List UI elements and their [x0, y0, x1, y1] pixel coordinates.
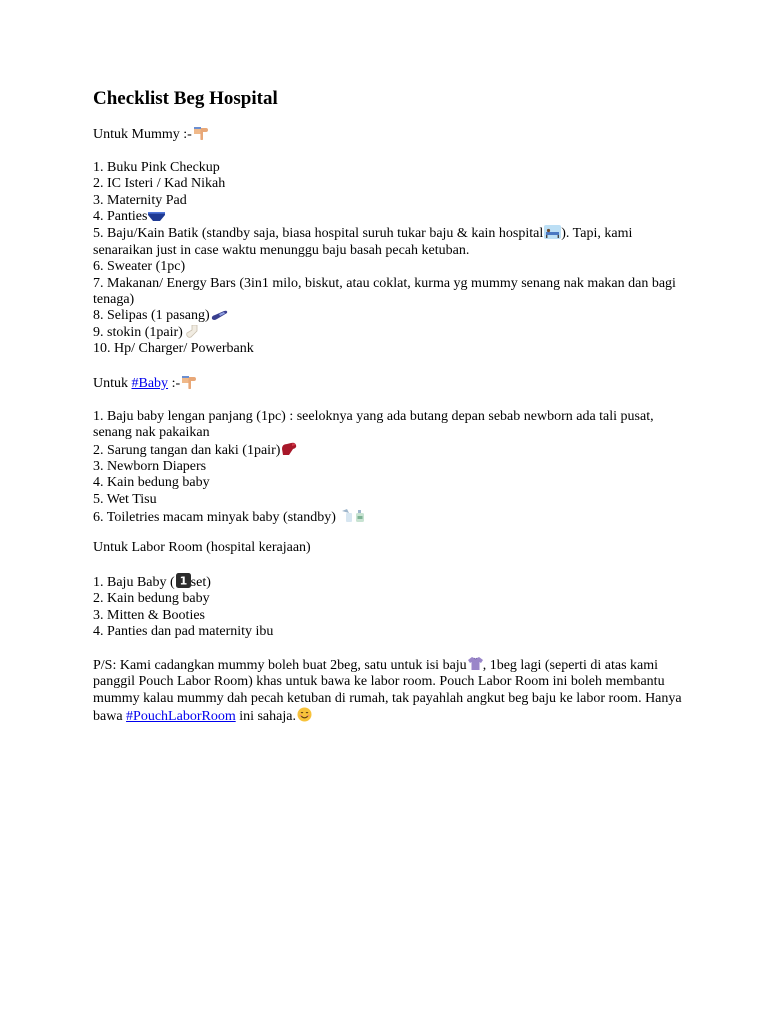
backhand-index-pointing-down-icon — [193, 125, 209, 140]
labor-item: 2. Kain bedung baby — [93, 591, 210, 607]
glove-icon — [281, 442, 297, 456]
mummy-item: 3. Maternity Pad — [93, 192, 187, 208]
baby-item: 2. Sarung tangan dan kaki (1pair) — [93, 442, 683, 459]
ps-paragraph: P/S: Kami cadangkan mummy boleh buat 2beg, satu untuk isi baju , 1beg lagi (seperti di atas kami panggil Pouch Labor Room) khas untuk bawa ke labor room. Pouch Labor Room ini boleh membantu mummy kalau mummy dah pecah ketuban di rumah, tak payahlah angkut beg baju ke labor room. Hanya bawa #PouchLaborRoom ini sahaja. — [93, 658, 682, 725]
mummy-heading: Untuk Mummy :- — [93, 125, 683, 143]
labor-item: 3. Mitten & Booties — [93, 607, 205, 623]
baby-heading: Untuk #Baby :- — [93, 374, 683, 392]
mummy-item: 2. IC Isteri / Kad Nikah — [93, 176, 226, 192]
lotion-bottle-icon — [340, 508, 368, 523]
smiling-face-icon — [297, 707, 312, 722]
baby-item: 4. Kain bedung baby — [93, 475, 210, 491]
mummy-item: 4. Panties — [93, 209, 683, 225]
page-title: Checklist Beg Hospital — [93, 88, 278, 109]
baby-item: 5. Wet Tisu — [93, 491, 157, 507]
slipper-icon — [211, 310, 228, 321]
mummy-section — [93, 125, 683, 358]
mummy-item: 9. stokin (1pair) — [93, 325, 683, 341]
shirt-icon — [468, 656, 483, 671]
labor-item: 4. Panties dan pad maternity ibu — [93, 624, 274, 640]
briefs-icon — [148, 211, 165, 222]
mummy-item: 1. Buku Pink Checkup — [93, 159, 220, 175]
baby-item: 1. Baju baby lengan panjang (1pc) : seeloknya yang ada butang depan sebab newborn ada tali pusat, senang nak pakaikan — [93, 408, 654, 441]
labor-room-heading: Untuk Labor Room (hospital kerajaan) — [93, 540, 311, 555]
baby-section — [93, 374, 683, 527]
keycap-one-icon — [176, 573, 191, 588]
mummy-item: 8. Selipas (1 pasang) — [93, 308, 683, 324]
mummy-item: 7. Makanan/ Energy Bars (3in1 milo, biskut, atau coklat, kurma yg mummy senang nak makan dan bagi tenaga) — [93, 275, 676, 308]
baby-item: 3. Newborn Diapers — [93, 459, 207, 475]
labor-item: 1. Baju Baby ( 1 set) — [93, 574, 211, 590]
mummy-item: 6. Sweater (1pc) — [93, 259, 186, 275]
baby-item: 6. Toiletries macam minyak baby (standby) — [93, 508, 683, 526]
backhand-index-pointing-down-icon — [181, 374, 197, 389]
hashtag-baby-link[interactable]: #Baby — [131, 376, 169, 391]
mummy-item: 5. Baju/Kain Batik (standby saja, biasa hospital suruh tukar baju & kain hospital ). Tapi, kami senaraikan just in case waktu menunggu baju basah pecah ketuban. — [93, 226, 633, 258]
keycap-number: 1 — [179, 574, 187, 588]
sock-icon — [184, 325, 198, 338]
mummy-item: 10. Hp/ Charger/ Powerbank — [93, 341, 254, 357]
hashtag-pouch-labor-room-link[interactable]: #PouchLaborRoom — [126, 709, 236, 725]
labor-room-section — [93, 540, 683, 640]
hospital-bed-icon — [544, 225, 561, 239]
